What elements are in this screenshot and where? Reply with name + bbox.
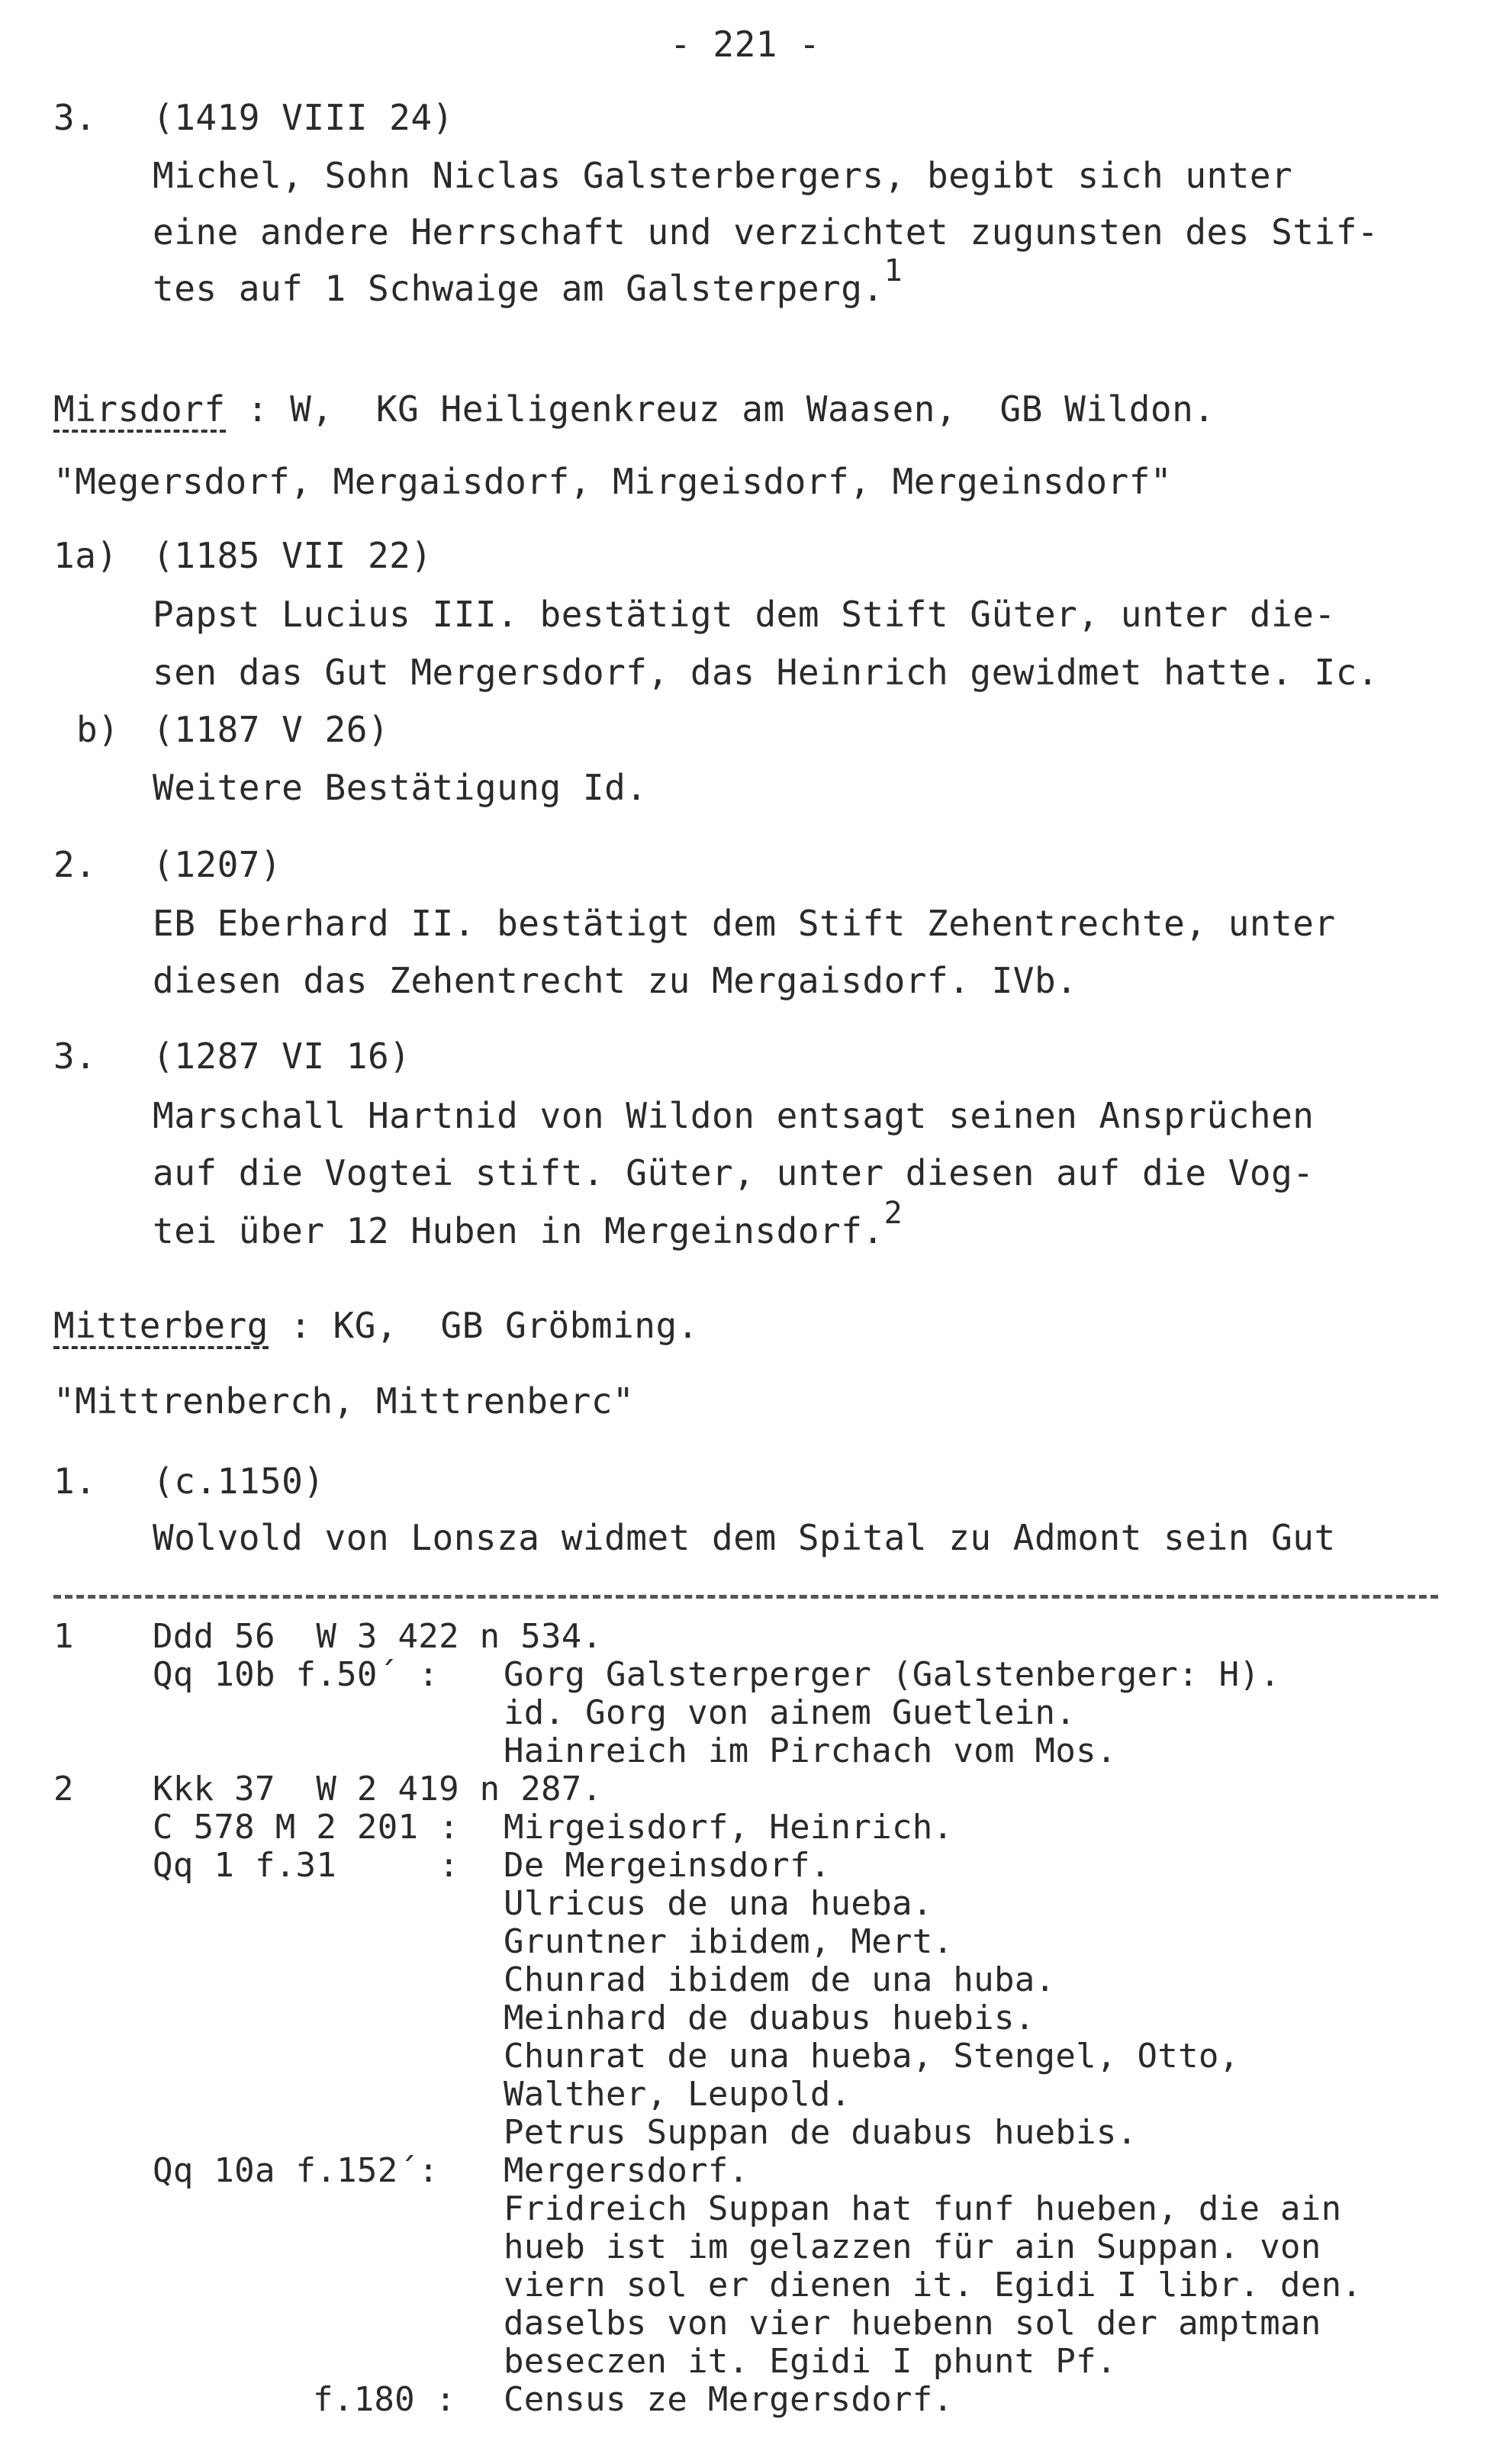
entry-text-line: sen das Gut Mergersdorf, das Heinrich gewidmet hatte. Ic. [153, 652, 1379, 693]
entry-date: (1207) [153, 844, 282, 885]
entry-text-line: Michel, Sohn Niclas Galsterbergers, begibt sich unter [153, 155, 1293, 196]
footnote-ref: Qq 1 f.31 : [153, 1846, 459, 1885]
footnote-separator [53, 1595, 1438, 1599]
entry-text: tei über 12 Huben in Mergeinsdorf. [153, 1210, 884, 1251]
entry-text-line: EB Eberhard II. bestätigt dem Stift Zehentrechte, unter [153, 903, 1336, 944]
entry-date: (1185 VII 22) [153, 535, 433, 576]
footnote-line: Petrus Suppan de duabus huebis. [504, 2113, 1138, 2152]
entry-number: 1a) [53, 535, 118, 576]
entry-number: 2. [53, 844, 97, 885]
entry-number: 1. [53, 1461, 97, 1502]
entry-text: tes auf 1 Schwaige am Galsterperg. [153, 268, 884, 309]
footnote-number: 1 [53, 1617, 74, 1656]
place-info: : KG, GB Gröbming. [268, 1305, 699, 1346]
entry-number: 3. [53, 97, 97, 138]
footnote-line: id. Gorg von ainem Guetlein. [504, 1693, 1077, 1732]
footnote-line: Ulricus de una hueba. [504, 1884, 933, 1923]
place-variants: "Megersdorf, Mergaisdorf, Mirgeisdorf, Mergeinsdorf" [53, 461, 1173, 502]
footnote-ref: Qq 10b f.50´ : [153, 1655, 439, 1694]
footnote-line: Chunrad ibidem de una huba. [504, 1960, 1056, 1999]
entry-text-line: Wolvold von Lonsza widmet dem Spital zu Admont sein Gut [153, 1517, 1336, 1558]
footnote-line: Walther, Leupold. [504, 2075, 851, 2114]
entry-text-line [153, 253, 903, 312]
page-number: - 221 - [670, 24, 821, 65]
entry-text-line: auf die Vogtei stift. Güter, unter diesen auf die Vog- [153, 1152, 1315, 1193]
footnote-line: Chunrat de una hueba, Stengel, Otto, [504, 2037, 1240, 2076]
place-heading [53, 1304, 699, 1347]
footnote-marker: 1 [883, 253, 903, 288]
footnote-line: Gruntner ibidem, Mert. [504, 1922, 954, 1961]
place-variants: "Mittrenberch, Mittrenberc" [53, 1380, 635, 1422]
place-info: : W, KG Heiligenkreuz am Waasen, GB Wildon. [225, 388, 1215, 430]
footnote-line: Fridreich Suppan hat funf hueben, die ain [504, 2189, 1342, 2228]
footnote-line: Census ze Mergersdorf. [504, 2380, 954, 2419]
footnote-line: daselbs von vier huebenn sol der amptman [504, 2304, 1321, 2343]
footnote-line: hueb ist im gelazzen für ain Suppan. von [504, 2227, 1321, 2266]
entry-text-line: eine andere Herrschaft und verzichtet zugunsten des Stif- [153, 211, 1379, 253]
footnote-line: beseczen it. Egidi I phunt Pf. [504, 2342, 1117, 2381]
entry-text-line: Marschall Hartnid von Wildon entsagt seinen Ansprüchen [153, 1095, 1315, 1136]
footnote-line: viern sol er dienen it. Egidi I libr. den. [504, 2266, 1363, 2305]
footnote-line: Mergersdorf. [504, 2151, 749, 2190]
footnote-ref: C 578 M 2 201 : [153, 1808, 459, 1847]
entry-number: 3. [53, 1036, 97, 1077]
entry-text-line [153, 1196, 903, 1255]
place-name: Mirsdorf [53, 388, 226, 433]
entry-text-line: Papst Lucius III. bestätigt dem Stift Güter, unter die- [153, 594, 1336, 635]
entry-date: (1187 V 26) [153, 709, 390, 750]
entry-date: (1287 VI 16) [153, 1036, 411, 1077]
footnote-line: De Mergeinsdorf. [504, 1846, 831, 1885]
footnote-ref: Qq 10a f.152´: [153, 2151, 439, 2190]
footnote-line: Hainreich im Pirchach vom Mos. [504, 1731, 1117, 1770]
footnote-ref: f.180 : [313, 2380, 456, 2419]
entry-date: (c.1150) [153, 1461, 325, 1502]
place-name: Mitterberg [53, 1305, 269, 1349]
footnote-source: Ddd 56 W 3 422 n 534. [153, 1617, 603, 1656]
footnote-line: Mirgeisdorf, Heinrich. [504, 1808, 954, 1847]
entry-date: (1419 VIII 24) [153, 97, 454, 138]
entry-text-line: diesen das Zehentrecht zu Mergaisdorf. IVb. [153, 960, 1078, 1001]
footnote-source: Kkk 37 W 2 419 n 287. [153, 1770, 603, 1809]
footnote-line: Gorg Galsterperger (Galstenberger: H). [504, 1655, 1281, 1694]
footnote-number: 2 [53, 1770, 74, 1809]
footnote-marker: 2 [883, 1196, 903, 1231]
footnote-line: Meinhard de duabus huebis. [504, 1999, 1035, 2037]
entry-number: b) [76, 709, 120, 750]
place-heading [53, 388, 1215, 430]
entry-text-line: Weitere Bestätigung Id. [153, 767, 648, 808]
